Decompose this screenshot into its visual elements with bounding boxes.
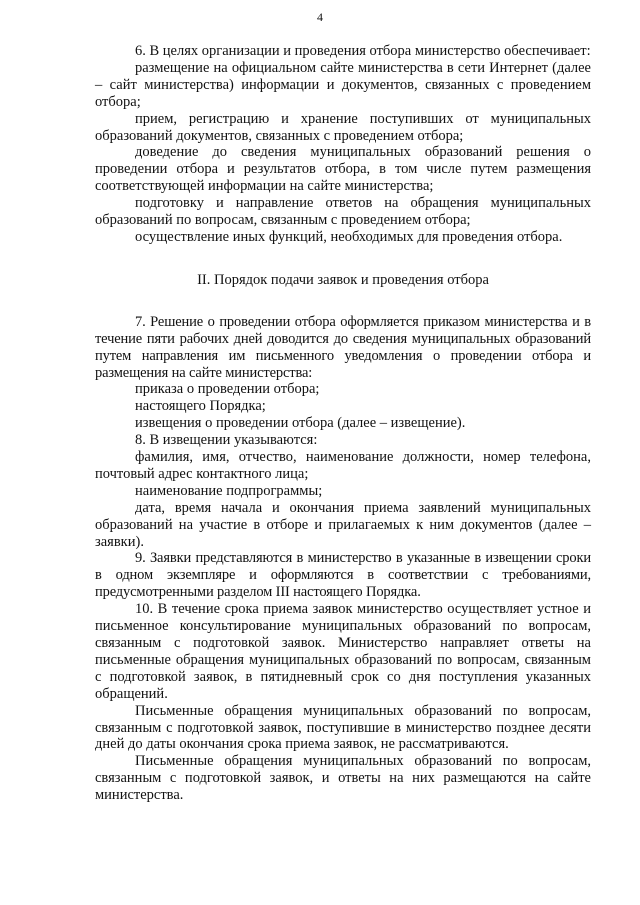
paragraph-item-9: 9. Заявки представляются в министерство в указанные в извещении сроки в одном экземпляре и оформляются в соответствии с требованиями, предусмотренными разделом III настоящего Порядка. [95, 550, 591, 601]
paragraph-item-7: 7. Решение о проведении отбора оформляется приказом министерства и в течение пяти рабочих дней доводится до сведения муниципальных образований путем направления им письменного уведомления о проведении отбора и размещения на сайте министерства: [95, 313, 591, 381]
paragraph-replies: подготовку и направление ответов на обращения муниципальных образований по вопросам, связанным с проведением отбора; [95, 195, 591, 229]
paragraph-order: приказа о проведении отбора; [135, 381, 320, 398]
paragraph-notice: извещения о проведении отбора (далее – извещение). [135, 415, 466, 432]
document-body [95, 43, 591, 804]
section-heading: II. Порядок подачи заявок и проведения отбора [197, 271, 489, 288]
paragraph-subprogram: наименование подпрограммы; [135, 482, 323, 499]
paragraph-item-6: 6. В целях организации и проведения отбора министерство обеспечивает: [135, 43, 591, 59]
paragraph-other-functions: осуществление иных функций, необходимых для проведения отбора. [135, 228, 563, 245]
paragraph-requests-publication: Письменные обращения муниципальных образований по вопросам, связанным с подготовкой заявок, и ответы на них размещаются на сайте министерства. [95, 753, 591, 804]
paragraph-website-posting: размещение на официальном сайте министерства в сети Интернет (далее – сайт министерства) информации и документов, связанных с проведением отбора; [95, 59, 591, 110]
paragraph-item-10: 10. В течение срока приема заявок министерство осуществляет устное и письменное консультирование муниципальных образований по вопросам, связанным с подготовкой заявок. Министерство направляет ответы на письменные обращения муниципальных образований по вопросам, связанным с подготовкой заявок, в пятидневный срок со дня поступления указанных обращений. [95, 601, 591, 702]
paragraph-late-requests: Письменные обращения муниципальных образований по вопросам, связанным с подготовкой заявок, поступившие в министерство позднее десяти дней до даты окончания срока приема заявок, не рассматриваются. [95, 702, 591, 753]
paragraph-decision-notice: доведение до сведения муниципальных образований решения о проведении отбора и результатов отбора, в том числе путем размещения соответствующей информации на сайте министерства; [95, 144, 591, 195]
paragraph-application-dates: дата, время начала и окончания приема заявлений муниципальных образований на участие в отборе и прилагаемых к ним документов (далее – заявки). [95, 499, 591, 550]
paragraph-procedure: настоящего Порядка; [135, 398, 266, 415]
paragraph-document-receipt: прием, регистрацию и хранение поступивших от муниципальных образований документов, связанных с проведением отбора; [95, 110, 591, 144]
paragraph-contact-person: фамилия, имя, отчество, наименование должности, номер телефона, почтовый адрес контактного лица; [95, 449, 591, 482]
page-number: 4 [317, 10, 323, 24]
paragraph-item-8: 8. В извещении указываются: [135, 432, 318, 449]
